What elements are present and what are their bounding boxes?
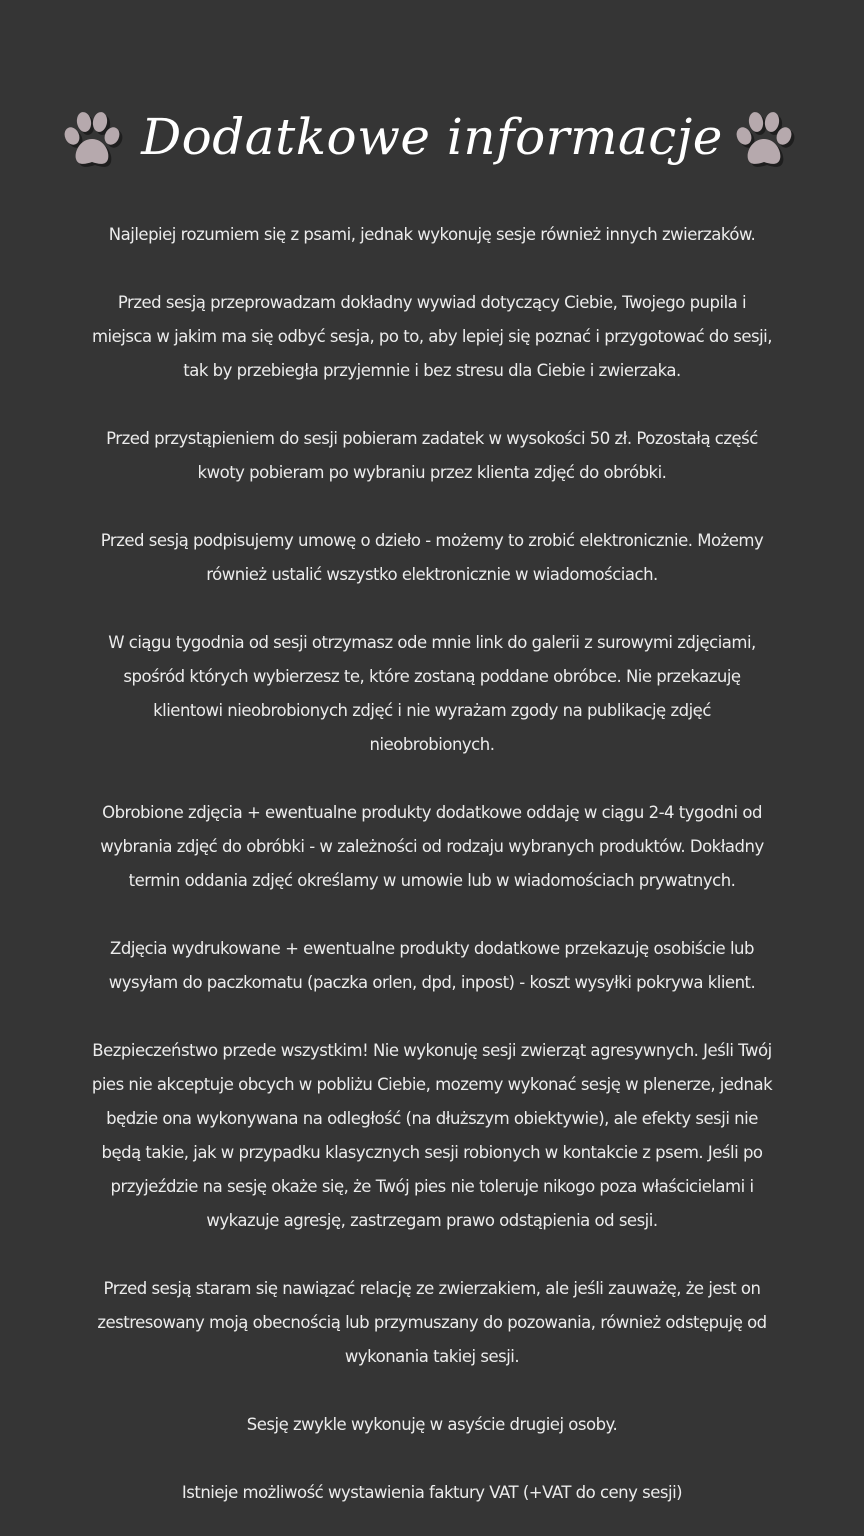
paragraph-assistant: Sesję zwykle wykonuję w asyście drugiej osoby.: [246, 1415, 618, 1434]
info-text-block: [90, 218, 774, 1510]
paragraph-stress: Przed sesją staram się nawiązać relację ze zwierzakiem, ale jeśli zauważę, że jest on zestresowany moją obecnością lub przymuszany do pozowania, również odstępuję od wykonania takiej sesji.: [97, 1279, 767, 1366]
paw-print-icon: [58, 106, 128, 176]
paragraph-shipping: Zdjęcia wydrukowane + ewentualne produkty dodatkowe przekazuję osobiście lub wysyłam do paczkomatu (paczka orlen, dpd, inpost) - koszt wysyłki pokrywa klient.: [108, 939, 756, 992]
paragraph-gallery: W ciągu tygodnia od sesji otrzymasz ode mnie link do galerii z surowymi zdjęciami, spośród których wybierzesz te, które zostaną poddane obróbce. Nie przekazuję klientowi nieobrobionych zdjęć i nie wyrażam zgody na publikację zdjęć nieobrobionych.: [108, 633, 756, 754]
page-title: Dodatkowe informacje: [141, 108, 723, 166]
paragraph-invoice: Istnieje możliwość wystawienia faktury VAT (+VAT do ceny sesji): [181, 1483, 683, 1502]
paragraph-safety: Bezpieczeństwo przede wszystkim! Nie wykonuję sesji zwierząt agresywnych. Jeśli Twój pies nie akceptuje obcych w pobliżu Ciebie, mozemy wykonać sesję w plenerze, jednak będzie ona wykonywana na odległość (na dłuższym obiektywie), ale efekty sesji nie będą takie, jak w przypadku klasycznych sesji robionych w kontakcie z psem. Jeśli po przyjeździe na sesję okaże się, że Twój pies nie toleruje nikogo poza właścicielami i wykazuje agresję, zastrzegam prawo odstąpienia od sesji.: [91, 1041, 773, 1230]
paragraph-interview: Przed sesją przeprowadzam dokładny wywiad dotyczący Ciebie, Twojego pupila i miejsca w jakim ma się odbyć sesja, po to, aby lepiej się poznać i przygotować do sesji, tak by przebiegła przyjemnie i bez stresu dla Ciebie i zwierzaka.: [91, 293, 773, 380]
header: [0, 96, 864, 196]
paragraph-delivery-time: Obrobione zdjęcia + ewentualne produkty dodatkowe oddaję w ciągu 2-4 tygodni od wybrania zdjęć do obróbki - w zależności od rodzaju wybranych produktów. Dokładny termin oddania zdjęć określamy w umowie lub w wiadomościach prywatnych.: [100, 803, 764, 890]
paragraph-deposit: Przed przystąpieniem do sesji pobieram zadatek w wysokości 50 zł. Pozostałą część kwoty pobieram po wybraniu przez klienta zdjęć do obróbki.: [106, 429, 758, 482]
paw-print-icon: [730, 106, 800, 176]
paragraph-dogs-and-other-animals: Najlepiej rozumiem się z psami, jednak wykonuję sesje również innych zwierzaków.: [108, 225, 756, 244]
paragraph-contract: Przed sesją podpisujemy umowę o dzieło - możemy to zrobić elektronicznie. Możemy również ustalić wszystko elektronicznie w wiadomościach.: [100, 531, 764, 584]
